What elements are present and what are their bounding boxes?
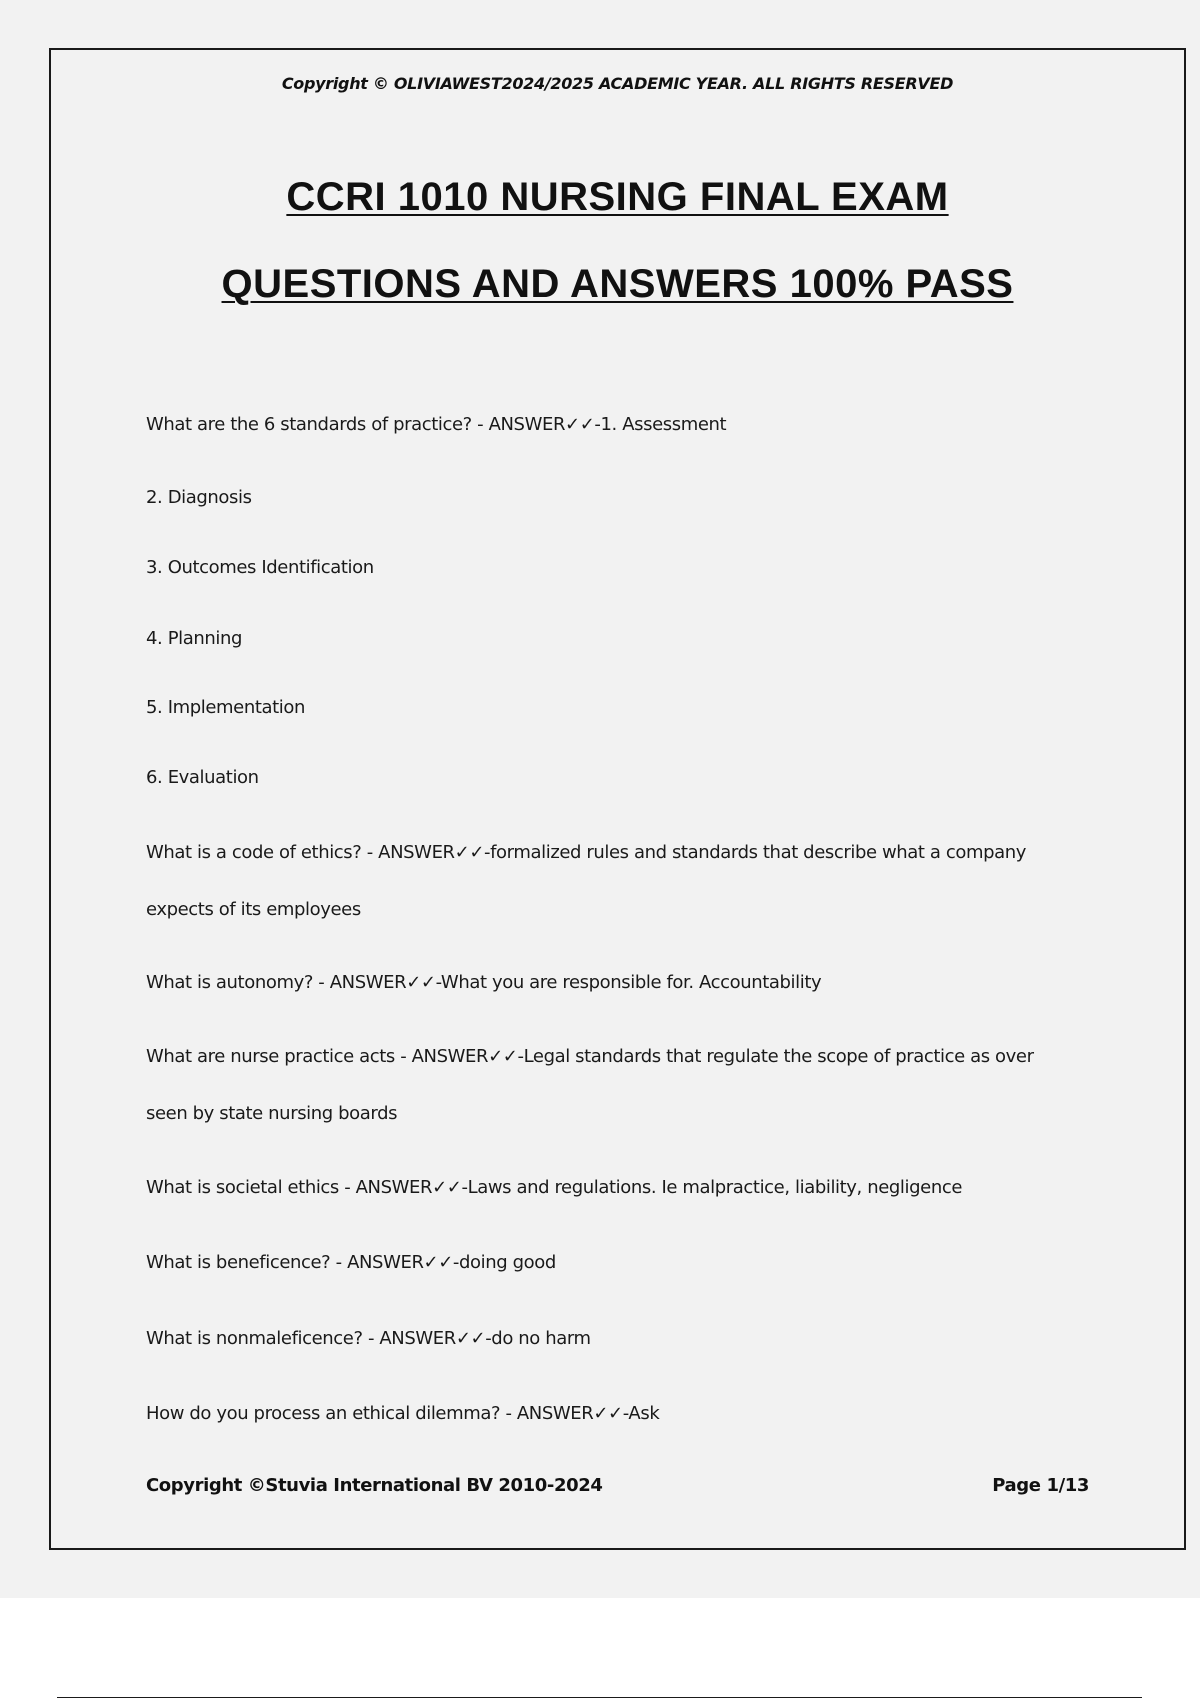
qa-line-code-of-ethics: What is a code of ethics? - ANSWER✓✓-formalized rules and standards that describe what a company xyxy=(146,842,1027,863)
page-number: Page 1/13 xyxy=(992,1475,1089,1496)
qa-line-autonomy: What is autonomy? - ANSWER✓✓-What you are responsible for. Accountability xyxy=(146,972,822,993)
footer-copyright: Copyright ©Stuvia International BV 2010-2024 xyxy=(146,1475,603,1496)
qa-line-nurse-practice-acts: What are nurse practice acts - ANSWER✓✓-Legal standards that regulate the scope of practice as over xyxy=(146,1046,1034,1067)
document-title-line-2: QUESTIONS AND ANSWERS 100% PASS xyxy=(221,262,1014,306)
document-title-line-1: CCRI 1010 NURSING FINAL EXAM xyxy=(286,175,949,219)
qa-line-ethical-dilemma: How do you process an ethical dilemma? - ANSWER✓✓-Ask xyxy=(146,1403,660,1424)
qa-line-beneficence: What is beneficence? - ANSWER✓✓-doing good xyxy=(146,1252,556,1273)
qa-line-planning: 4. Planning xyxy=(146,628,243,649)
header-copyright: Copyright © OLIVIAWEST2024/2025 ACADEMIC YEAR. ALL RIGHTS RESERVED xyxy=(281,74,954,93)
document-page xyxy=(49,48,1186,1550)
qa-line-nonmaleficence: What is nonmaleficence? - ANSWER✓✓-do no harm xyxy=(146,1328,591,1349)
qa-line-implementation: 5. Implementation xyxy=(146,697,306,718)
next-page-top-border xyxy=(57,1697,1142,1698)
qa-line-evaluation: 6. Evaluation xyxy=(146,767,259,788)
qa-line-code-of-ethics-cont: expects of its employees xyxy=(146,899,361,920)
qa-line-diagnosis: 2. Diagnosis xyxy=(146,487,252,508)
qa-line-outcomes: 3. Outcomes Identification xyxy=(146,557,374,578)
qa-line-standards: What are the 6 standards of practice? - ANSWER✓✓-1. Assessment xyxy=(146,414,727,435)
qa-line-nurse-practice-acts-cont: seen by state nursing boards xyxy=(146,1103,398,1124)
qa-line-societal-ethics: What is societal ethics - ANSWER✓✓-Laws and regulations. Ie malpractice, liability, negligence xyxy=(146,1177,962,1198)
